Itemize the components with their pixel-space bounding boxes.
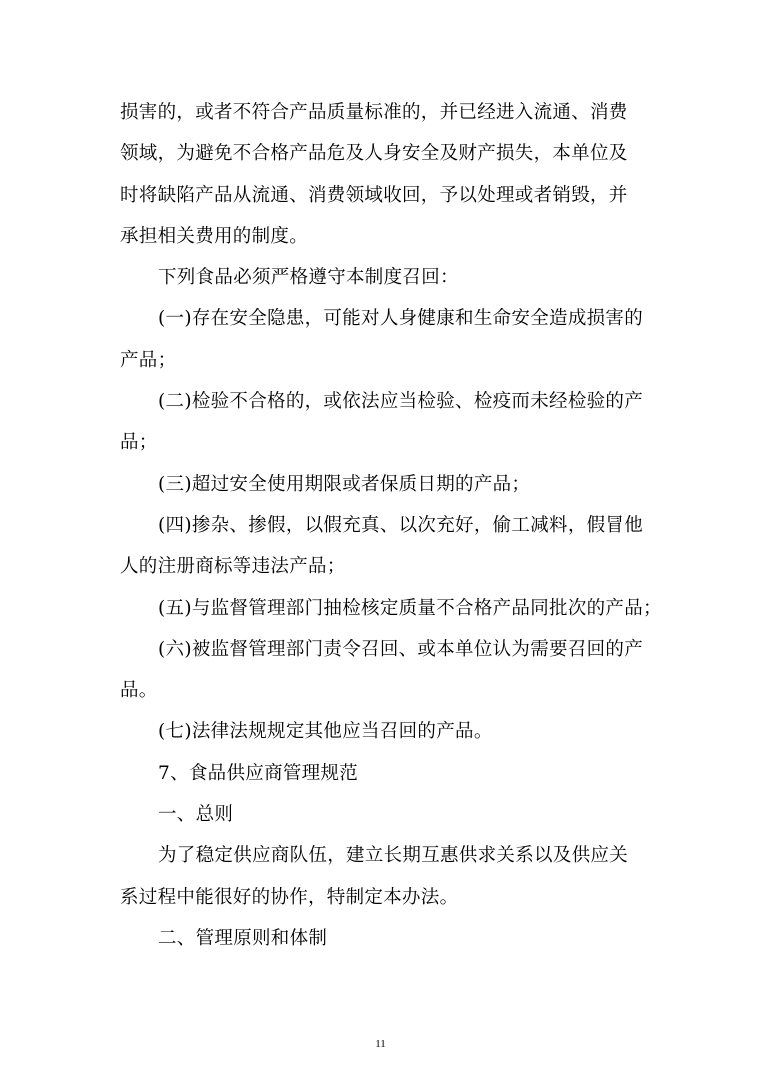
text-line: 系过程中能很好的协作，特制定本办法。: [120, 886, 459, 908]
subsection-heading: 二、管理原则和体制: [158, 927, 328, 949]
text-line: 下列食品必须严格遵守本制度召回：: [158, 267, 459, 289]
text-line: 承担相关费用的制度。: [120, 225, 309, 247]
text-line: 品；: [120, 432, 158, 454]
text-line: 产品；: [120, 349, 177, 371]
text-line: 领域，为避免不合格产品危及人身安全及财产损失，本单位及: [120, 143, 628, 165]
text-line: 人的注册商标等违法产品；: [120, 556, 346, 578]
text-line: (二)检验不合格的，或依法应当检验、检疫而未经检验的产: [158, 391, 644, 413]
text-line: 品。: [120, 680, 158, 702]
text-line: (三)超过安全使用期限或者保质日期的产品；: [158, 473, 531, 495]
document-body: [120, 92, 662, 959]
text-line: (五)与监督管理部门抽检核定质量不合格产品同批次的产品；: [158, 597, 662, 619]
text-line: 损害的，或者不符合产品质量标准的，并已经进入流通、消费: [120, 102, 628, 123]
page-number: 11: [375, 1038, 386, 1050]
section-heading: 7、食品供应商管理规范: [158, 762, 359, 784]
text-line: 为了稳定供应商队伍，建立长期互惠供求关系以及供应关: [158, 845, 629, 867]
text-line: (六)被监督管理部门责令召回、或本单位认为需要召回的产: [158, 638, 644, 660]
text-line: (四)掺杂、掺假，以假充真、以次充好，偷工减料，假冒他: [158, 514, 644, 536]
subsection-heading: 一、总则: [158, 804, 234, 826]
text-line: (一)存在安全隐患，可能对人身健康和生命安全造成损害的: [158, 308, 644, 330]
text-line: 时将缺陷产品从流通、消费领域收回，予以处理或者销毁，并: [120, 184, 628, 206]
text-line: (七)法律法规规定其他应当召回的产品。: [158, 721, 493, 743]
